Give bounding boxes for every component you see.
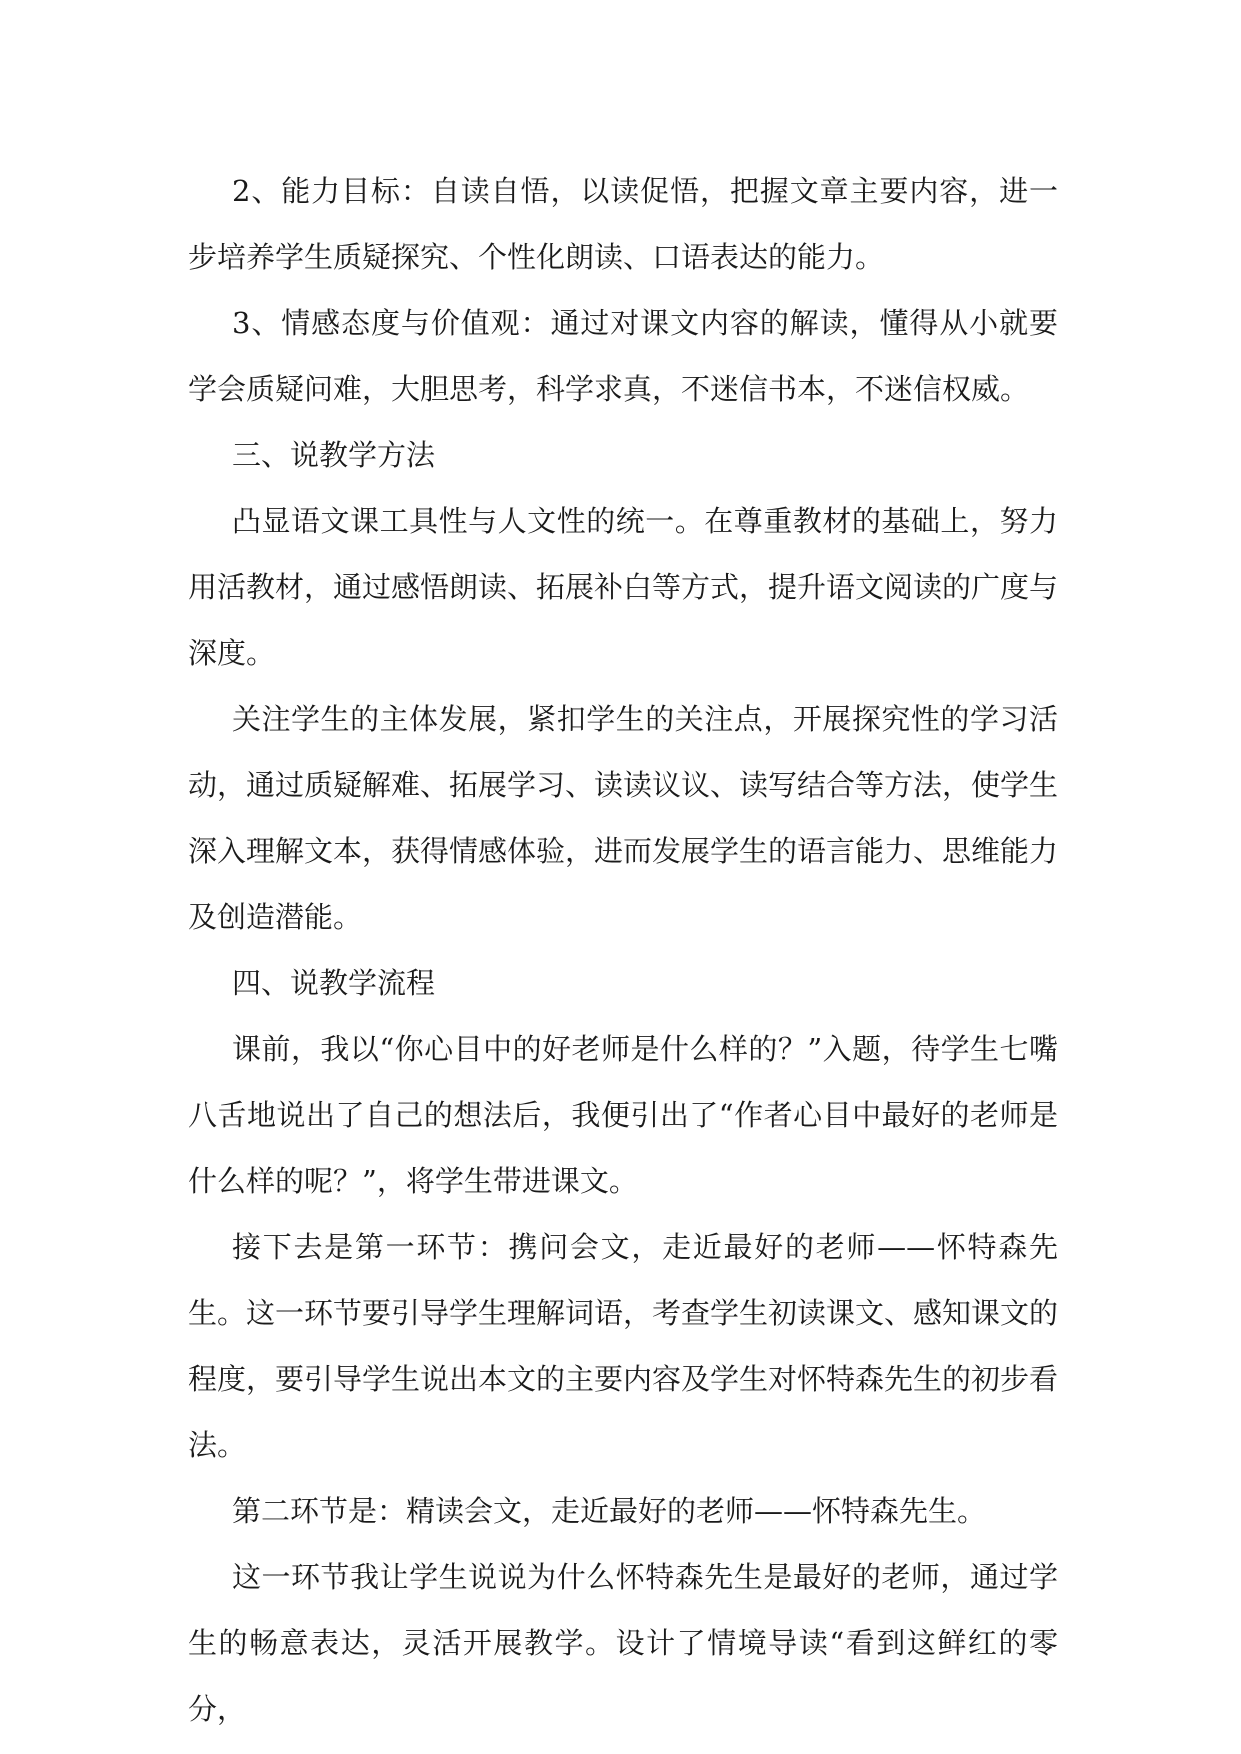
- heading-teaching-process: 四、说教学流程: [232, 966, 436, 1000]
- paragraph-process-step-1: 接下去是第一环节：携问会文，走近最好的老师——怀特森先生。这一环节要引导学生理解词语，考查学生初读课文、感知课文的程度，要引导学生说出本文的主要内容及学生对怀特森先生的初步看法。: [188, 1230, 1059, 1462]
- paragraph-process-step-2: 第二环节是：精读会文，走近最好的老师——怀特森先生。: [232, 1494, 987, 1528]
- paragraph-method-2: 关注学生的主体发展，紧扣学生的关注点，开展探究性的学习活动，通过质疑解难、拓展学习、读读议议、读写结合等方法，使学生深入理解文本，获得情感体验，进而发展学生的语言能力、思维能力及创造潜能。: [188, 702, 1059, 934]
- paragraph-method-1: 凸显语文课工具性与人文性的统一。在尊重教材的基础上，努力用活教材，通过感悟朗读、拓展补白等方式，提升语文阅读的广度与深度。: [188, 504, 1059, 670]
- paragraph-process-step-2-detail: 这一环节我让学生说说为什么怀特森先生是最好的老师，通过学生的畅意表达，灵活开展教学。设计了情境导读“看到这鲜红的零分，: [188, 1560, 1058, 1726]
- paragraph-ability-goal: 2、能力目标：自读自悟，以读促悟，把握文章主要内容，进一步培养学生质疑探究、个性化朗读、口语表达的能力。: [188, 174, 1058, 274]
- heading-teaching-method: 三、说教学方法: [232, 438, 436, 472]
- paragraph-process-intro: 课前，我以“你心目中的好老师是什么样的？”入题，待学生七嘴八舌地说出了自己的想法后，我便引出了“作者心目中最好的老师是什么样的呢？”，将学生带进课文。: [188, 1032, 1058, 1198]
- paragraph-emotion-goal: 3、情感态度与价值观：通过对课文内容的解读，懂得从小就要学会质疑问难，大胆思考，科学求真，不迷信书本，不迷信权威。: [188, 306, 1058, 406]
- document-body: [188, 158, 1058, 1742]
